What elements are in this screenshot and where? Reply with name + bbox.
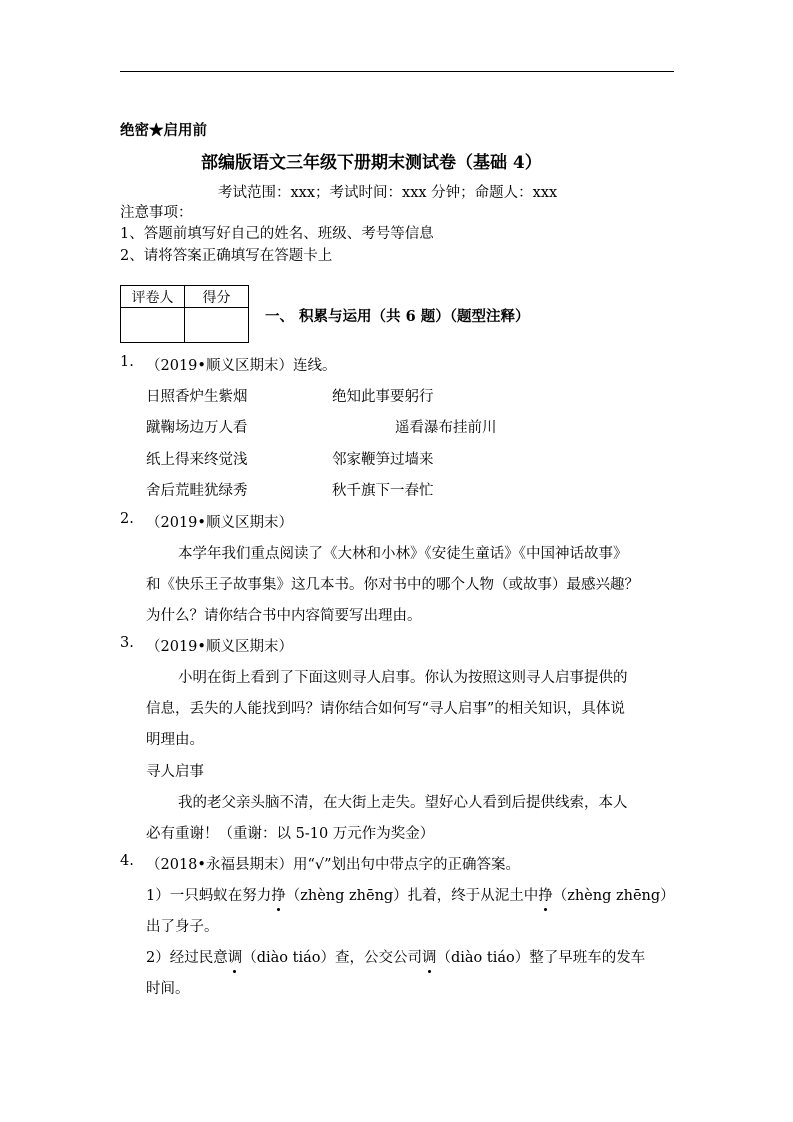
q4-s1-part: （zhèng zhēng）扎着，终于从泥土中 [285, 888, 539, 904]
q2-stem: （2019•顺义区期末） [146, 515, 293, 531]
q1-left-item: 纸上得来终觉浅 [146, 452, 248, 468]
q3-stem: （2019•顺义区期末） [146, 639, 293, 655]
q3-text-line: 信息，丢失的人能找到吗？请你结合如何写“寻人启事”的相关知识，具体说 [146, 701, 625, 717]
dotted-char: 挣 [538, 884, 553, 905]
q4-stem: （2018•永福县期末）用“√”划出句中带点字的正确答案。 [146, 857, 521, 873]
q1-number: 1. [120, 354, 134, 370]
q3-text-line: 明理由。 [146, 732, 204, 748]
q4-number: 4. [120, 853, 134, 869]
q4-sentence-2-cont: 时间。 [146, 981, 190, 997]
q4-s2-part: （diào tiáo）整了早班车的发车 [436, 950, 646, 966]
q4-s2-part: （diào tiáo）查，公交公司 [242, 950, 422, 966]
notice-heading: 注意事项： [120, 205, 193, 221]
header-rule [120, 71, 674, 72]
page-title: 部编版语文三年级下册期末测试卷（基础 4） [201, 153, 542, 173]
exam-info: 考试范围：xxx；考试时间：xxx 分钟；命题人：xxx [218, 185, 558, 201]
q4-s1-part: （zhèng zhēng） [552, 888, 675, 904]
q1-right-item: 遥看瀑布挂前川 [395, 420, 497, 436]
dotted-char: 挣 [271, 884, 286, 905]
q1-right-item: 邻家鞭笋过墙来 [332, 452, 434, 468]
q4-sentence-1-cont: 出了身子。 [146, 919, 219, 935]
notice-item-1: 1、答题前填写好自己的姓名、班级、考号等信息 [120, 226, 434, 242]
q4-sentence-1 [146, 884, 675, 905]
score-table-header-grader: 评卷人 [121, 286, 185, 308]
q3-notice-title: 寻人启事 [146, 764, 204, 780]
q2-text-line: 本学年我们重点阅读了《大林和小林》《安徒生童话》《中国神话故事》 [178, 546, 628, 562]
q3-text-line: 小明在街上看到了下面这则寻人启事。你认为按照这则寻人启事提供的 [178, 670, 628, 686]
q1-left-item: 日照香炉生紫烟 [146, 389, 248, 405]
q1-stem: （2019•顺义区期末）连线。 [146, 358, 337, 374]
q1-right-item: 秋千旗下一春忙 [332, 483, 434, 499]
q1-right-item: 绝知此事要躬行 [332, 389, 434, 405]
dotted-char: 调 [228, 946, 243, 967]
grader-cell[interactable] [121, 308, 185, 343]
q4-s2-part: 2）经过民意 [146, 950, 228, 966]
q2-text-line: 和《快乐王子故事集》这几本书。你对书中的哪个人物（或故事）最感兴趣？ [146, 577, 639, 593]
q1-left-item: 蹴鞠场边万人看 [146, 420, 248, 436]
q4-sentence-2 [146, 946, 645, 967]
q2-number: 2. [120, 511, 134, 527]
score-table-header-score: 得分 [185, 286, 249, 308]
q4-s1-part: 1）一只蚂蚁在努力 [146, 888, 272, 904]
q3-notice-line: 我的老父亲头脑不清，在大街上走失。望好心人看到后提供线索，本人 [178, 795, 628, 811]
dotted-char: 调 [422, 946, 437, 967]
section-title: 一、 积累与运用（共 6 题）（题型注释） [265, 308, 530, 325]
q2-text-line: 为什么？请你结合书中内容简要写出理由。 [146, 608, 422, 624]
score-table [120, 285, 249, 343]
q3-notice-line: 必有重谢！（重谢：以 5-10 万元作为奖金） [146, 826, 435, 842]
score-cell[interactable] [185, 308, 249, 343]
q3-number: 3. [120, 635, 134, 651]
secret-label: 绝密★启用前 [120, 122, 207, 139]
q1-left-item: 舍后荒畦犹绿秀 [146, 483, 248, 499]
notice-item-2: 2、请将答案正确填写在答题卡上 [120, 248, 333, 264]
